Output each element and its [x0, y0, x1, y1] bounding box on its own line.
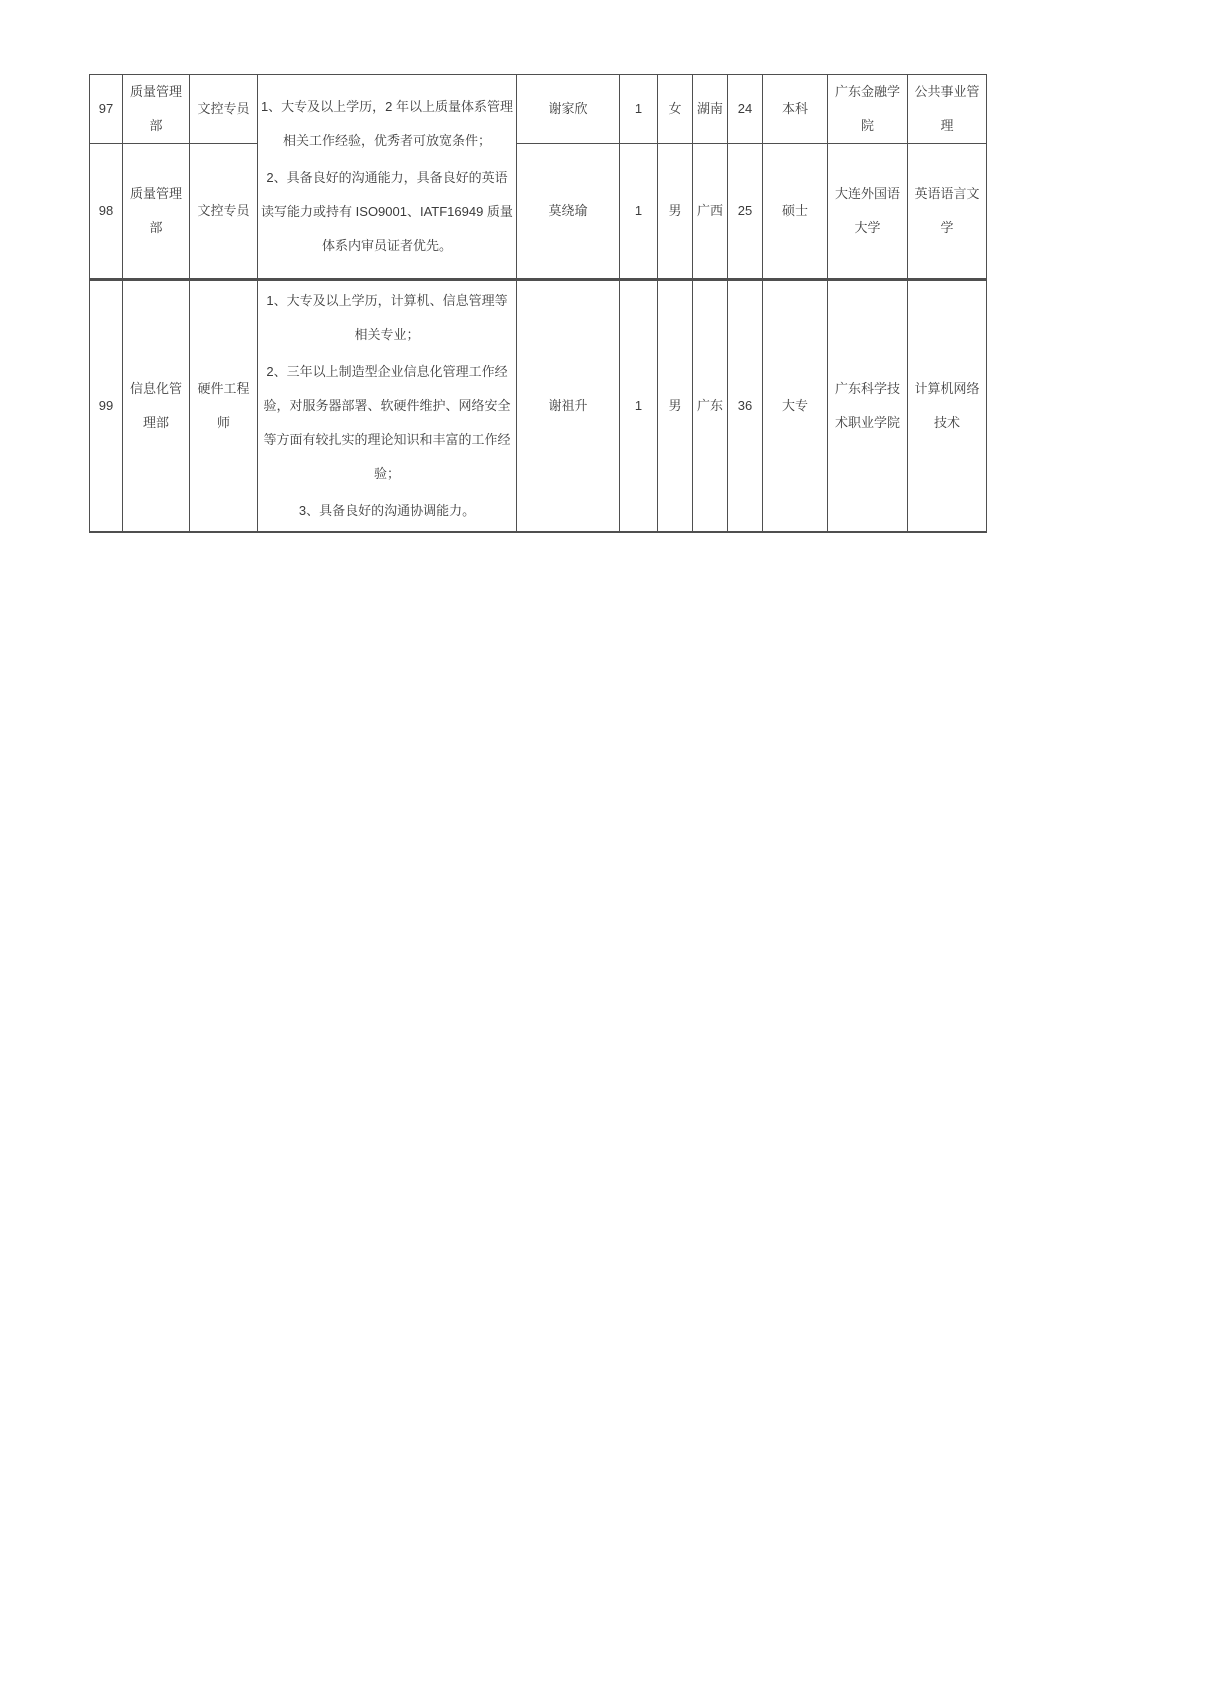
cell-origin: 广西 [693, 144, 728, 280]
cell-school: 广东金融学院 [828, 75, 908, 144]
cell-major: 公共事业管理 [908, 75, 987, 144]
cell-name: 谢家欣 [517, 75, 620, 144]
cell-major: 计算机网络技术 [908, 280, 987, 533]
cell-age: 24 [728, 75, 763, 144]
cell-department: 信息化管理部 [123, 280, 190, 533]
requirement-paragraph: 3、具备良好的沟通协调能力。 [298, 503, 476, 518]
cell-count: 1 [620, 280, 658, 533]
cell-no: 99 [90, 280, 123, 533]
cell-gender: 男 [658, 280, 693, 533]
cell-education: 硕士 [763, 144, 828, 280]
cell-education: 本科 [763, 75, 828, 144]
cell-department: 质量管理部 [123, 75, 190, 144]
cell-position: 硬件工程师 [190, 280, 258, 533]
requirement-paragraph: 1、大专及以上学历，2 年以上质量体系管理相关工作经验，优秀者可放宽条件； [260, 99, 514, 148]
cell-school: 大连外国语大学 [828, 144, 908, 280]
cell-origin: 湖南 [693, 75, 728, 144]
cell-major: 英语语言文学 [908, 144, 987, 280]
requirement-paragraph: 2、具备良好的沟通能力，具备良好的英语读写能力或持有 ISO9001、IATF16949 质量体系内审员证者优先。 [261, 170, 513, 253]
cell-requirements [258, 280, 517, 533]
table-row-97 [90, 75, 987, 144]
cell-gender: 男 [658, 144, 693, 280]
cell-age: 25 [728, 144, 763, 280]
cell-no: 98 [90, 144, 123, 280]
cell-count: 1 [620, 144, 658, 280]
cell-origin: 广东 [693, 280, 728, 533]
cell-count: 1 [620, 75, 658, 144]
requirement-paragraph: 2、三年以上制造型企业信息化管理工作经验，对服务器部署、软硬件维护、网络安全等方面有较扎实的理论知识和丰富的工作经验； [263, 364, 511, 481]
table-row-99 [90, 280, 987, 533]
recruitment-table [89, 74, 987, 533]
cell-name: 谢祖升 [517, 280, 620, 533]
table-row-98 [90, 144, 987, 280]
cell-no: 97 [90, 75, 123, 144]
cell-school: 广东科学技术职业学院 [828, 280, 908, 533]
cell-department: 质量管理部 [123, 144, 190, 280]
requirement-paragraph: 1、大专及以上学历，计算机、信息管理等相关专业； [266, 293, 508, 342]
cell-position: 文控专员 [190, 75, 258, 144]
cell-requirements-merged-97-98 [258, 75, 517, 280]
cell-age: 36 [728, 280, 763, 533]
cell-gender: 女 [658, 75, 693, 144]
cell-position: 文控专员 [190, 144, 258, 280]
cell-education: 大专 [763, 280, 828, 533]
cell-name: 莫绕瑜 [517, 144, 620, 280]
